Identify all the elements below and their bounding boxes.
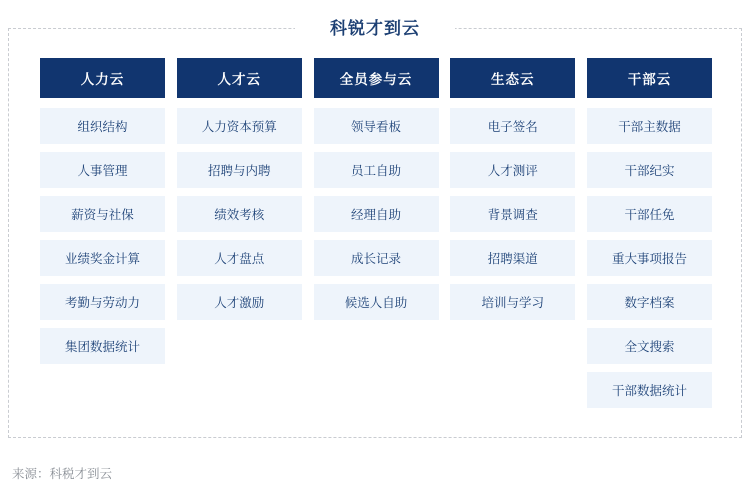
column-all-staff-participation-cloud	[314, 58, 439, 416]
list-item[interactable]: 人才测评	[450, 152, 575, 188]
column-header: 人才云	[177, 58, 302, 98]
list-item[interactable]: 组织结构	[40, 108, 165, 144]
columns-container	[40, 58, 712, 416]
column-header: 全员参与云	[314, 58, 439, 98]
list-item[interactable]: 干部数据统计	[587, 372, 712, 408]
list-item[interactable]: 业绩奖金计算	[40, 240, 165, 276]
column-header: 生态云	[450, 58, 575, 98]
list-item[interactable]: 集团数据统计	[40, 328, 165, 364]
column-talent-cloud	[177, 58, 302, 416]
list-item[interactable]: 背景调查	[450, 196, 575, 232]
list-item[interactable]: 经理自助	[314, 196, 439, 232]
list-item[interactable]: 人才激励	[177, 284, 302, 320]
list-item[interactable]: 候选人自助	[314, 284, 439, 320]
list-item[interactable]: 招聘与内聘	[177, 152, 302, 188]
page-title: 科锐才到云	[295, 18, 455, 40]
list-item[interactable]: 干部主数据	[587, 108, 712, 144]
list-item[interactable]: 干部纪实	[587, 152, 712, 188]
list-item[interactable]: 全文搜索	[587, 328, 712, 364]
list-item[interactable]: 考勤与劳动力	[40, 284, 165, 320]
column-header: 人力云	[40, 58, 165, 98]
column-header: 干部云	[587, 58, 712, 98]
list-item[interactable]: 领导看板	[314, 108, 439, 144]
column-cadre-cloud	[587, 58, 712, 416]
list-item[interactable]: 员工自助	[314, 152, 439, 188]
list-item[interactable]: 培训与学习	[450, 284, 575, 320]
list-item[interactable]: 人力资本预算	[177, 108, 302, 144]
list-item[interactable]: 人事管理	[40, 152, 165, 188]
column-ecosystem-cloud	[450, 58, 575, 416]
list-item[interactable]: 干部任免	[587, 196, 712, 232]
list-item[interactable]: 成长记录	[314, 240, 439, 276]
list-item[interactable]: 招聘渠道	[450, 240, 575, 276]
list-item[interactable]: 人才盘点	[177, 240, 302, 276]
list-item[interactable]: 数字档案	[587, 284, 712, 320]
list-item[interactable]: 重大事项报告	[587, 240, 712, 276]
column-human-resource-cloud	[40, 58, 165, 416]
list-item[interactable]: 电子签名	[450, 108, 575, 144]
source-caption: 来源：科税才到云	[12, 467, 113, 481]
list-item[interactable]: 绩效考核	[177, 196, 302, 232]
list-item[interactable]: 薪资与社保	[40, 196, 165, 232]
